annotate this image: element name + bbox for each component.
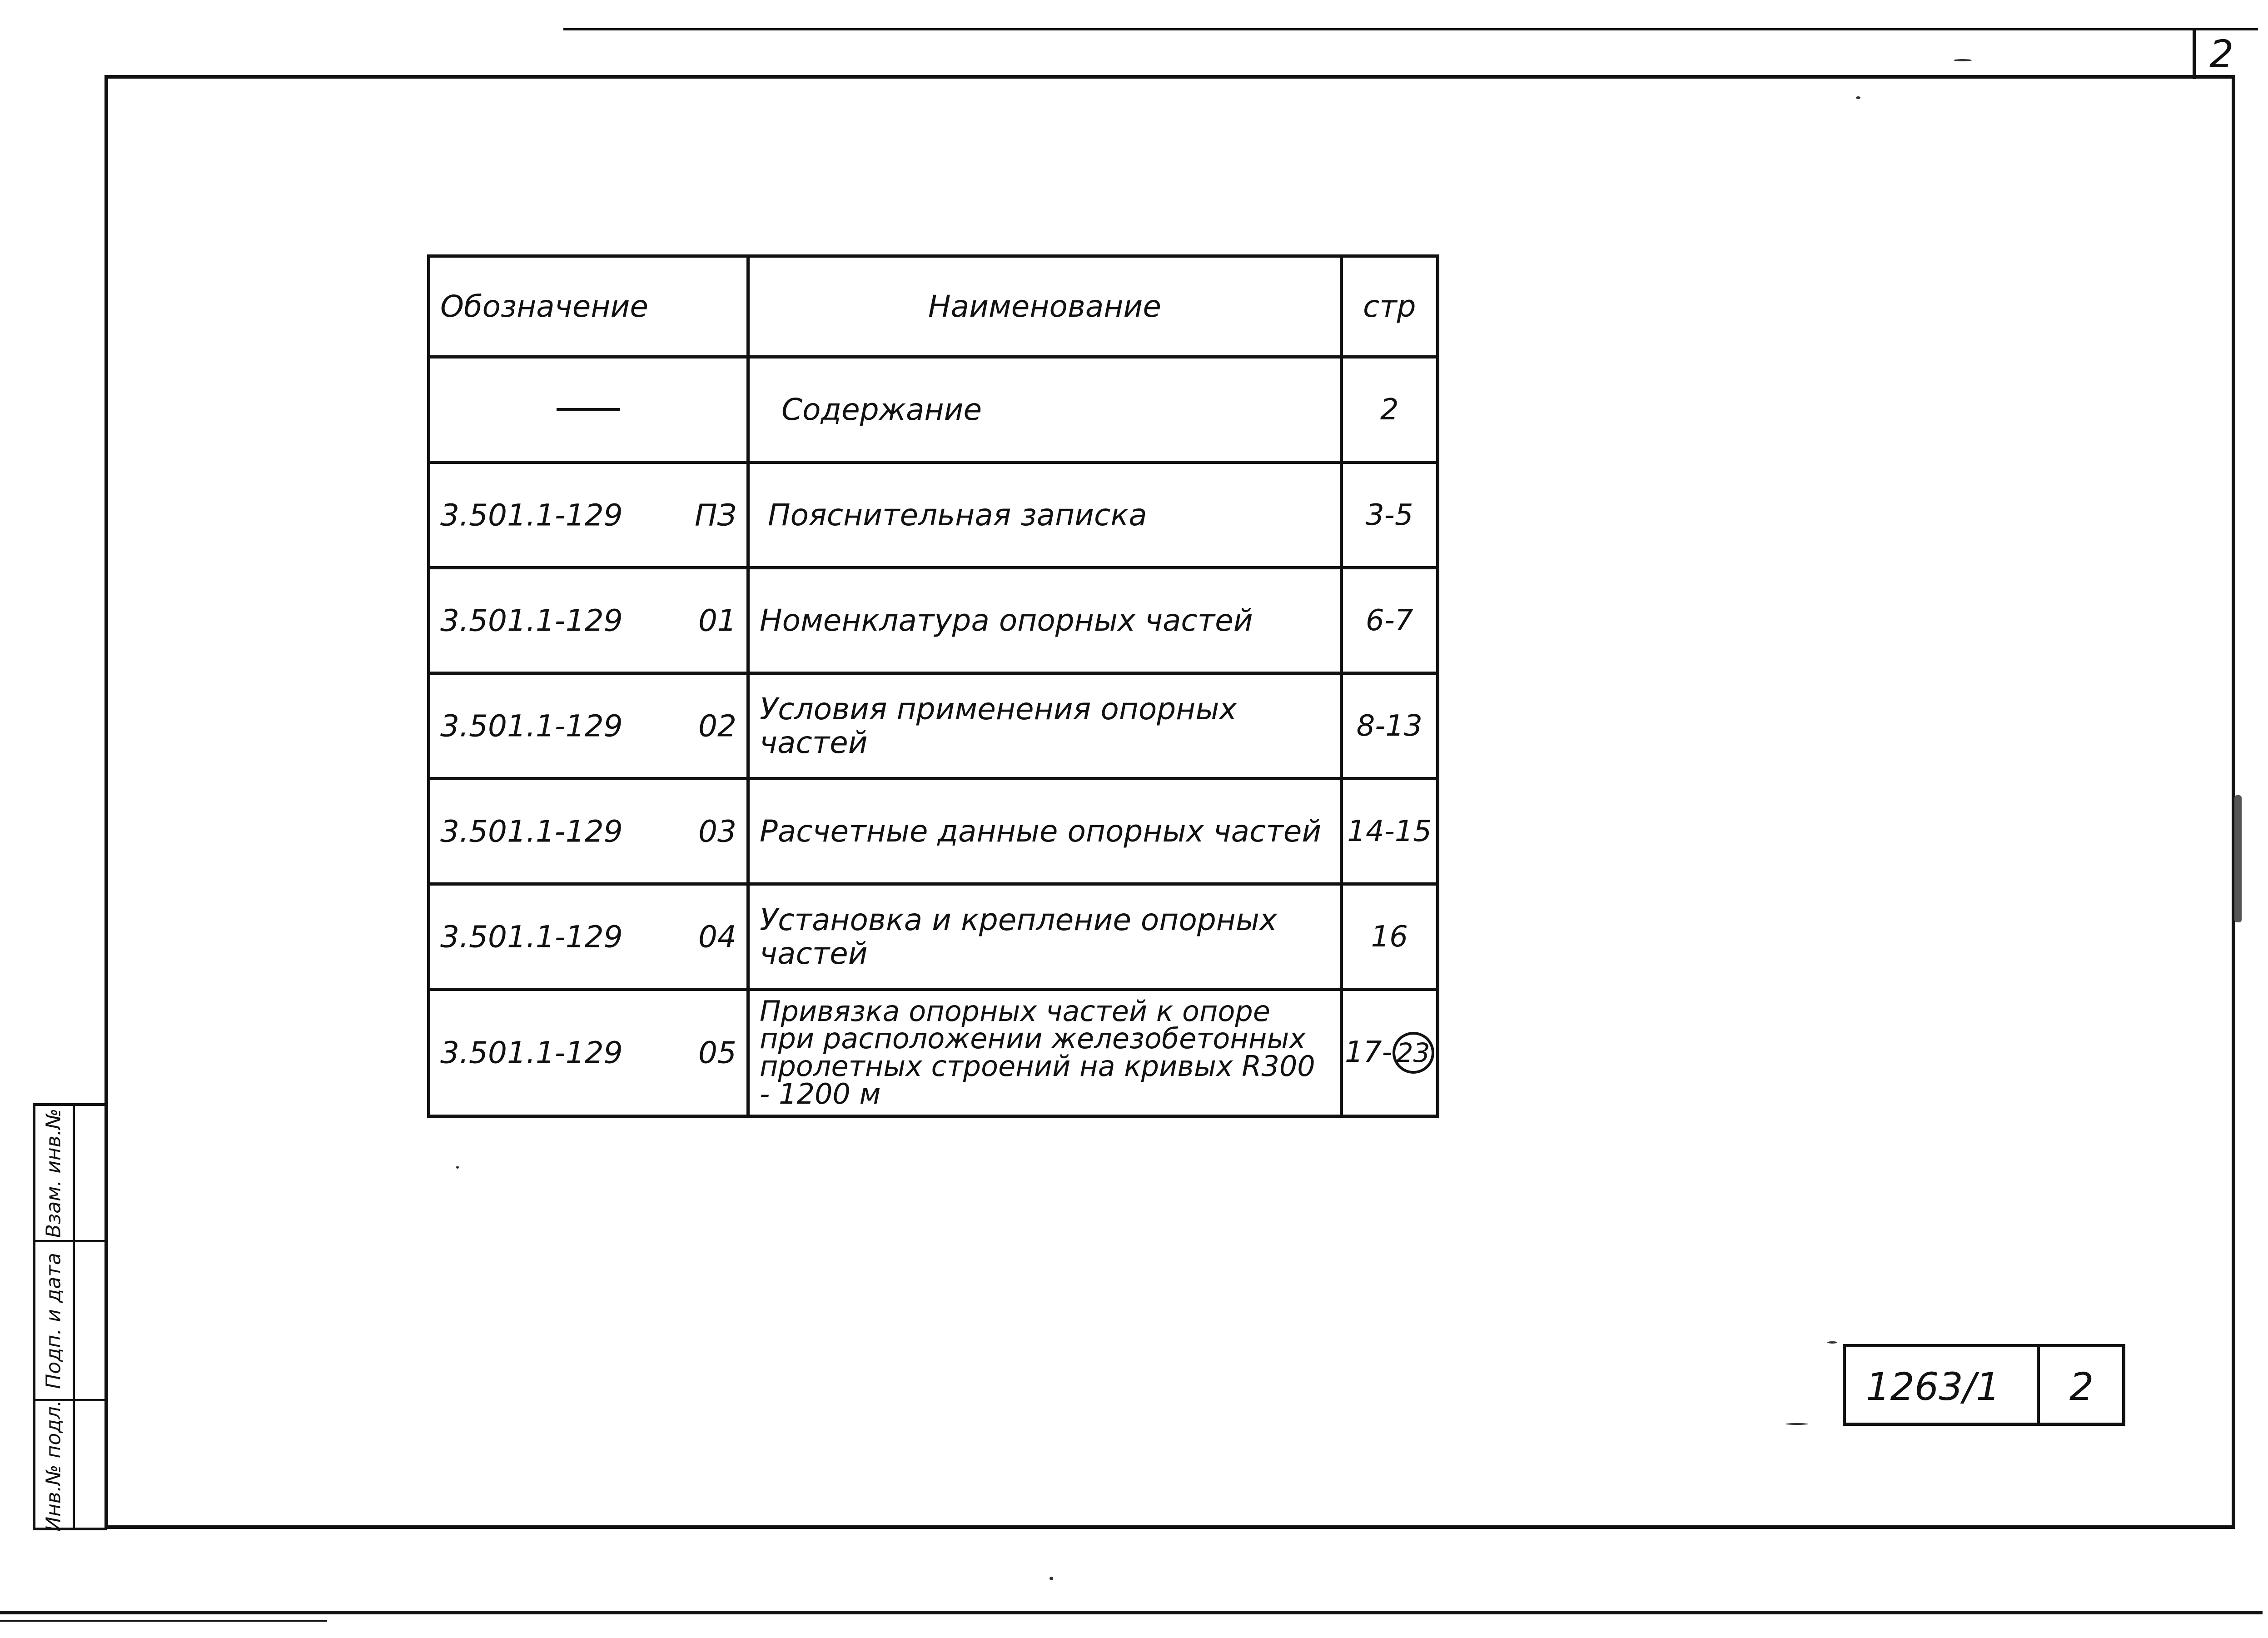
dash-mark (557, 408, 620, 411)
sheet-number: 2 (2209, 32, 2234, 76)
title-block-code-box (1843, 1344, 2125, 1426)
table-row (429, 884, 1438, 990)
page-cell (1342, 990, 1438, 1116)
name-cell: Привязка опорных частей к опоре при расположении железобетонных пролетных строений на кривых R300 - 1200 м (748, 990, 1342, 1116)
table-row (429, 568, 1438, 673)
designation-cell (429, 884, 748, 990)
name-cell: Установка и крепление опорных частей (748, 884, 1342, 990)
name-cell: Пояснительная записка (748, 463, 1342, 568)
designation-cell (429, 673, 748, 779)
designation-suffix: 05 (698, 1035, 736, 1070)
circled-page-number: 23 (1393, 1032, 1434, 1074)
table-row (429, 779, 1438, 884)
stamp-cell-replaced-inv (35, 1106, 107, 1242)
page-prefix: 17- (1345, 1036, 1393, 1069)
table-row (429, 990, 1438, 1116)
page-cell: 3-5 (1342, 463, 1438, 568)
designation-code: 3.501.1-129 (440, 708, 623, 743)
designation-code: 3.501.1-129 (440, 603, 623, 638)
designation-code: 3.501.1-129 (440, 1035, 623, 1070)
scan-speck (1049, 1577, 1053, 1580)
title-block-divider (2037, 1347, 2040, 1423)
stamp-label: Взам. инв.№ (42, 1108, 65, 1238)
sheet-number-box (2193, 28, 2256, 79)
header-page: стр (1342, 256, 1438, 357)
designation-cell (429, 990, 748, 1116)
designation-suffix: 03 (698, 814, 736, 849)
designation-cell (429, 779, 748, 884)
designation-suffix: 02 (698, 708, 736, 743)
header-designation: Обозначение (429, 256, 748, 357)
stamp-cell-inventory (35, 1401, 107, 1530)
page-cell: 16 (1342, 884, 1438, 990)
table-row (429, 357, 1438, 463)
name-cell: Номенклатура опорных частей (748, 568, 1342, 673)
page-cell: 8-13 (1342, 673, 1438, 779)
bottom-border-line (0, 1611, 2263, 1614)
title-block-sheet-number: 2 (2069, 1364, 2094, 1409)
stamp-label: Подп. и дата (42, 1252, 65, 1389)
table-row (429, 673, 1438, 779)
approval-stamp-strip (33, 1103, 107, 1530)
scan-speck (2234, 795, 2242, 922)
table-header-row (429, 256, 1438, 357)
designation-suffix: 04 (698, 919, 736, 954)
scan-speck (1856, 96, 1860, 99)
scan-speck (1954, 59, 1972, 61)
scan-speck (456, 1166, 459, 1169)
page-cell: 2 (1342, 357, 1438, 463)
page-cell: 6-7 (1342, 568, 1438, 673)
designation-code: 3.501.1-129 (440, 498, 623, 533)
designation-cell (429, 463, 748, 568)
scan-speck (1827, 1341, 1837, 1344)
bottom-border-line-thin (0, 1620, 327, 1622)
page-cell: 14-15 (1342, 779, 1438, 884)
stamp-label: Инв.№ подл. (42, 1400, 65, 1532)
designation-suffix: ПЗ (695, 498, 736, 533)
header-name: Наименование (748, 256, 1342, 357)
name-cell: Содержание (748, 357, 1342, 463)
designation-suffix: 01 (698, 603, 736, 638)
designation-cell (429, 568, 748, 673)
table-row (429, 463, 1438, 568)
top-border-line (563, 28, 2258, 30)
name-cell: Условия применения опорных частей (748, 673, 1342, 779)
designation-code: 3.501.1-129 (440, 814, 623, 849)
name-cell: Расчетные данные опорных частей (748, 779, 1342, 884)
designation-code: 3.501.1-129 (440, 919, 623, 954)
scan-speck (1786, 1423, 1808, 1425)
contents-table (427, 254, 1439, 1118)
album-code: 1263/1 (1866, 1364, 2000, 1409)
designation-cell (429, 357, 748, 463)
stamp-cell-signature-date (35, 1242, 107, 1401)
